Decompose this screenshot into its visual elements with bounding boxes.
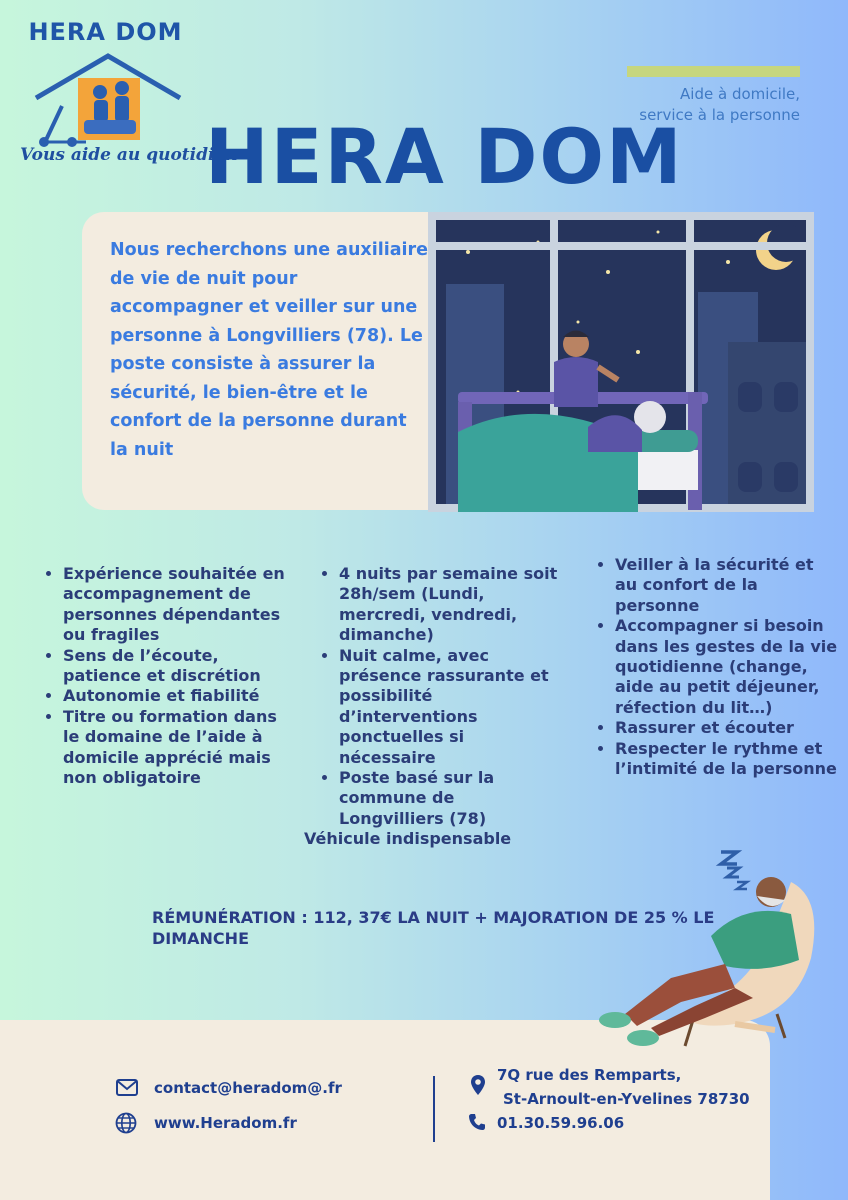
map-pin-icon [470,1074,486,1096]
house-logo-icon [26,48,191,148]
email-link[interactable]: contact@heradom@.fr [154,1079,342,1097]
list-item: • Expérience souhaitée en accompagnement de personnes dépendantes ou fragiles [63,564,289,646]
phone-icon [468,1113,486,1131]
profile-list [44,564,289,788]
list-item: • Rassurer et écouter [615,718,841,738]
header-tagline: Aide à domicile, service à la personne [639,85,800,124]
website-link[interactable]: www.Heradom.fr [154,1114,297,1132]
page-title: HERA DOM [205,112,684,201]
missions-column [596,555,841,779]
accent-bar [627,66,800,77]
envelope-icon [116,1079,138,1096]
list-item: • Autonomie et fiabilité [63,686,289,706]
phone-link[interactable]: 01.30.59.96.06 [497,1114,625,1132]
address-line-1: 7Q rue des Remparts, [497,1066,682,1084]
logo-title: HERA DOM [28,18,183,46]
footer-divider [433,1076,435,1142]
list-item: • Veiller à la sécurité et au confort de la personne [615,555,841,616]
list-item: • Nuit calme, avec présence rassurante et possibilité d’interventions ponctuelles si nécessaire [339,646,560,768]
list-item: • Respecter le rythme et l’intimité de la personne [615,739,841,780]
list-item: • 4 nuits par semaine soit 28h/sem (Lundi, mercredi, vendredi, dimanche) [339,564,560,646]
address-line-2: St-Arnoult-en-Yvelines 78730 [503,1090,750,1108]
vehicle-requirement: Véhicule indispensable [304,829,512,849]
conditions-list [320,564,560,829]
salary-text: RÉMUNÉRATION : 112, 37€ LA NUIT + MAJORATION DE 25 % LE DIMANCHE [152,908,715,948]
list-item: • Sens de l’écoute, patience et discrétion [63,646,289,687]
sleeping-man-illustration [585,838,835,1056]
conditions-column [304,564,560,850]
missions-list [596,555,841,779]
list-item: • Poste basé sur la commune de Longvilliers (78) [339,768,560,829]
globe-icon [115,1112,137,1134]
profile-column [44,564,289,788]
night-carer-illustration [428,212,814,512]
intro-text: Nous recherchons une auxiliaire de vie de nuit pour accompagner et veiller sur une personne à Longvilliers (78). Le poste consiste à assurer la sécurité, le bien-être et le confort de la personne durant la nuit [110,240,429,460]
list-item: • Titre ou formation dans le domaine de l’aide à domicile apprécié mais non obligatoire [63,707,289,789]
list-item: • Accompagner si besoin dans les gestes de la vie quotidienne (change, aide au petit déjeuner, réfection du lit…) [615,616,841,718]
brand-logo [18,18,238,173]
logo-tagline: Vous aide au quotidien [20,145,238,165]
